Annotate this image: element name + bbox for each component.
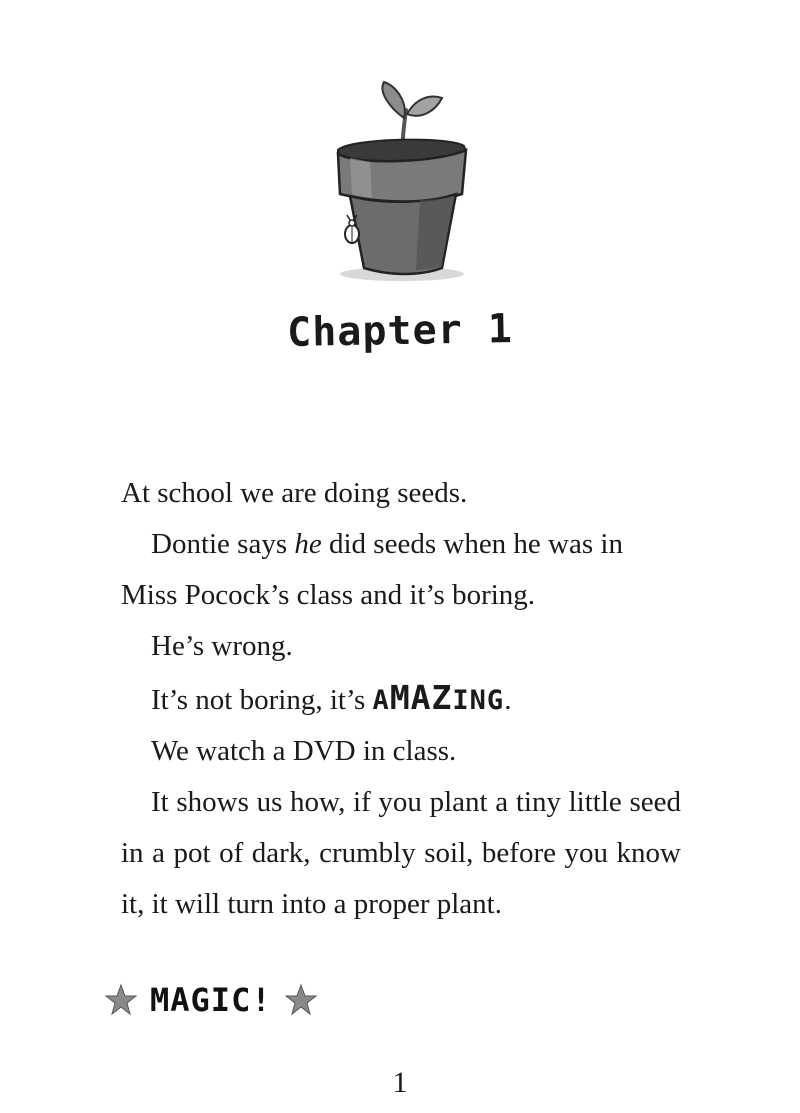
story-text-run: . [504,684,512,716]
magic-exclamation [104,978,318,1022]
story-paragraph: We watch a DVD in class. [151,735,457,767]
amazing-letter: A [372,685,390,716]
story-text [121,468,681,930]
story-text-run: It’s not boring, it’s [151,684,373,716]
star-icon [104,983,138,1017]
star-icon [284,983,318,1017]
emphasized-word: he [294,528,322,560]
story-paragraph [121,672,681,726]
amazing-word [372,678,505,717]
chapter-title: Chapter 1 [286,306,514,356]
story-paragraph [121,519,681,621]
magic-text: MAGIC! [150,981,272,1019]
story-text-run: Dontie says [151,528,295,560]
amazing-letters-large: MAZ [389,678,453,717]
story-paragraph: He’s wrong. [151,630,293,662]
story-text-run: did seeds when he was in Miss Pocock’s class and it’s boring. [121,528,623,611]
story-paragraph: At school we are doing seeds. [121,477,468,509]
story-paragraph: It shows us how, if you plant a tiny little seed in a pot of dark, crumbly soil, before you know it, it will turn into a proper plant. [121,786,681,920]
seedling-pot-illustration [320,78,480,288]
amazing-letters: ING [452,685,505,716]
page-number: 1 [392,1066,408,1099]
